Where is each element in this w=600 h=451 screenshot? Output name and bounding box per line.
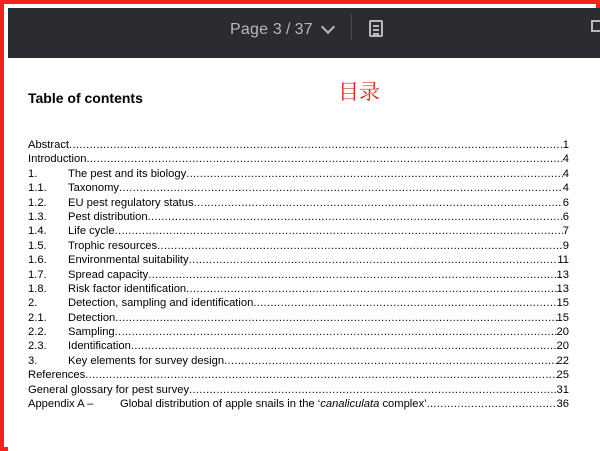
toc-entry-title: Life cycle xyxy=(68,225,115,238)
page-label: Page xyxy=(230,21,269,38)
toc-entry-title: Taxonomy xyxy=(68,182,119,195)
toc-entry-title: Risk factor identification xyxy=(68,282,187,295)
toc-entry-page: 6 xyxy=(562,196,569,209)
toc-entry-number: 2. xyxy=(28,297,38,310)
toc-entry[interactable] xyxy=(28,368,569,382)
toc-leader-dots xyxy=(189,253,558,267)
annotation-label: 目录 xyxy=(338,81,380,104)
toc-entry-page: 4 xyxy=(562,167,569,180)
toc-leader-dots xyxy=(186,282,556,296)
toc-entry-title: Sampling xyxy=(68,326,115,339)
toc-entry[interactable] xyxy=(28,311,569,325)
toc-leader-dots xyxy=(194,196,563,210)
toc-entry[interactable] xyxy=(28,268,569,282)
toc-entry-title: Spread capacity xyxy=(68,268,149,281)
toc-entry[interactable] xyxy=(28,383,569,397)
toc-entry[interactable] xyxy=(28,138,569,152)
toc-leader-dots xyxy=(253,296,556,310)
toc-entry-title: Trophic resources xyxy=(68,239,158,252)
toc-entry[interactable] xyxy=(28,339,569,353)
toc-entry-number: 1.8. xyxy=(28,282,47,295)
toc-entry-page: 1 xyxy=(562,139,569,151)
toc-leader-dots xyxy=(115,224,563,238)
toc-leader-dots xyxy=(427,397,557,411)
fullscreen-icon[interactable] xyxy=(591,18,600,36)
toc-leader-dots xyxy=(157,239,563,253)
toc-entry-number: 1.2. xyxy=(28,196,47,209)
toc-entry-title: The pest and its biology xyxy=(68,167,187,180)
toc-entry-title: Abstract xyxy=(28,139,70,151)
toc-entry-number: 1.4. xyxy=(28,225,47,238)
toc-entry-page: 4 xyxy=(562,182,569,195)
toc-entry-page: 13 xyxy=(556,282,569,295)
toc-entry[interactable] xyxy=(28,239,569,253)
toc-entry-title: Key elements for survey design xyxy=(68,354,225,367)
toc-entry-title: Introduction xyxy=(28,153,87,166)
toc-entry-title: EU pest regulatory status xyxy=(68,196,194,209)
toc-entry[interactable] xyxy=(28,354,569,368)
toc-entry-title: References xyxy=(28,369,86,382)
toc-leader-dots xyxy=(85,368,556,382)
toc-entry-page: 22 xyxy=(556,354,569,367)
toc-entry-number: 1. xyxy=(28,167,38,180)
toc-leader-dots xyxy=(224,354,556,368)
toc-entry-title: Global distribution of apple snails in the ‘canaliculata complex’ xyxy=(120,398,427,411)
toc-leader-dots xyxy=(131,339,557,353)
toc-entry-page: 9 xyxy=(562,239,569,252)
toc-entry-number: 2.3. xyxy=(28,340,47,353)
toc-entry-page: 36 xyxy=(556,398,569,411)
toc-entry-number: 1.5. xyxy=(28,239,47,252)
toc-entry-page: 13 xyxy=(556,268,569,281)
toc-entry[interactable] xyxy=(28,296,569,310)
toc-entry[interactable] xyxy=(28,152,569,166)
toc-leader-dots xyxy=(119,181,563,195)
toc-entry-number: 2.2. xyxy=(28,326,47,339)
toc-entry-title: Environmental suitability xyxy=(68,254,189,267)
current-page: 3 xyxy=(272,21,282,38)
toc-entry-page: 20 xyxy=(556,340,569,353)
toc-entry-page: 20 xyxy=(556,326,569,339)
toc-entry-number: 1.7. xyxy=(28,268,47,281)
toc-leader-dots xyxy=(148,210,563,224)
toc-entry-page: 4 xyxy=(562,153,569,166)
toc-entry-page: 15 xyxy=(556,297,569,310)
viewer-toolbar xyxy=(8,8,600,58)
toc-entry-number: 1.1. xyxy=(28,182,47,195)
page-indicator[interactable] xyxy=(230,21,333,39)
toc-entry-page: 15 xyxy=(556,311,569,324)
toc-entry-page: 11 xyxy=(557,254,569,267)
toc-entry-number: 3. xyxy=(28,354,38,367)
toc-heading: Table of contents xyxy=(28,90,143,106)
page-separator: / xyxy=(285,21,291,38)
toc-entry[interactable] xyxy=(28,325,569,339)
toc-entry-page: 25 xyxy=(556,369,569,382)
toc-entry-page: 31 xyxy=(556,383,569,396)
toc-entry[interactable] xyxy=(28,210,569,224)
toc-entry-title: General glossary for pest survey xyxy=(28,383,190,396)
toc-leader-dots xyxy=(86,152,562,166)
toc-leader-dots xyxy=(186,167,563,181)
toc-leader-dots xyxy=(189,383,557,397)
toc-entry-number: 1.6. xyxy=(28,254,47,267)
table-of-contents xyxy=(28,138,569,411)
total-pages: 37 xyxy=(294,21,313,38)
toc-entry-number: 1.3. xyxy=(28,210,47,223)
chevron-down-icon[interactable] xyxy=(321,20,335,34)
toc-entry[interactable] xyxy=(28,167,569,181)
document-outline-icon[interactable] xyxy=(369,20,383,37)
toc-entry-title: Detection xyxy=(68,311,116,324)
toc-entry[interactable] xyxy=(28,196,569,210)
toc-leader-dots xyxy=(69,138,563,152)
toolbar-divider xyxy=(351,14,352,40)
toc-entry-title: Detection, sampling and identification xyxy=(68,297,254,310)
toc-entry[interactable] xyxy=(28,224,569,238)
toc-entry[interactable] xyxy=(28,282,569,296)
document-page xyxy=(8,58,600,451)
toc-leader-dots xyxy=(115,311,556,325)
toc-entry-page: 6 xyxy=(562,210,569,223)
toc-leader-dots xyxy=(148,268,556,282)
toc-entry-number: 2.1. xyxy=(28,311,47,324)
toc-entry[interactable] xyxy=(28,181,569,195)
toc-entry-number: Appendix A – xyxy=(28,398,94,411)
toc-entry[interactable] xyxy=(28,253,569,267)
toc-entry-title: Pest distribution xyxy=(68,210,148,223)
toc-entry-appendix[interactable] xyxy=(28,397,569,411)
toc-entry-page: 7 xyxy=(562,225,569,238)
toc-leader-dots xyxy=(115,325,557,339)
toc-entry-title: Identification xyxy=(68,340,131,353)
